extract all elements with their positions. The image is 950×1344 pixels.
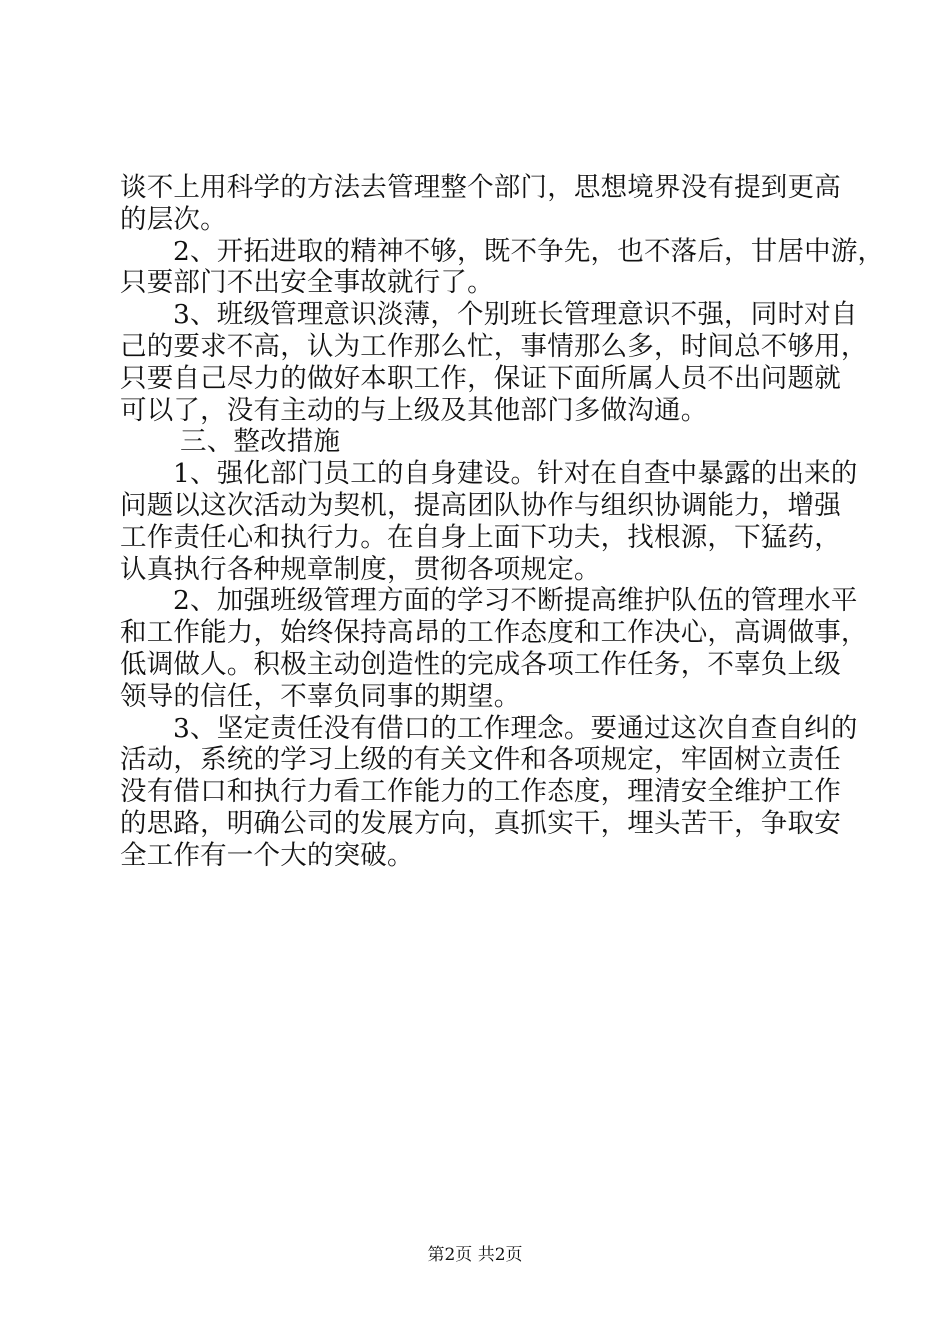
list-item-line: 1、强化部门员工的自身建设。针对在自查中暴露的出来的 (173, 458, 858, 490)
body-line: 认真执行各种规章制度，贯彻各项规定。 (120, 553, 601, 585)
section-heading: 三、整改措施 (180, 426, 341, 458)
body-line: 没有借口和执行力看工作能力的工作态度，理清安全维护工作 (120, 776, 841, 808)
list-item-line: 2、加强班级管理方面的学习不断提高维护队伍的管理水平 (173, 585, 858, 617)
body-line: 的层次。 (120, 203, 227, 235)
list-item-line: 2、开拓进取的精神不够，既不争先，也不落后，甘居中游， (173, 235, 885, 267)
document-body (120, 172, 885, 872)
body-line: 全工作有一个大的突破。 (120, 839, 414, 871)
body-line: 的思路，明确公司的发展方向，真抓实干，埋头苦干，争取安 (120, 807, 841, 839)
body-line: 领导的信任，不辜负同事的期望。 (120, 680, 521, 712)
body-line: 低调做人。积极主动创造性的完成各项工作任务，不辜负上级 (120, 648, 841, 680)
body-line: 只要部门不出安全事故就行了。 (120, 267, 494, 299)
list-item-line: 3、班级管理意识淡薄，个别班长管理意识不强，同时对自 (173, 299, 858, 331)
body-line: 谈不上用科学的方法去管理整个部门，思想境界没有提到更高 (120, 172, 841, 203)
body-line: 工作责任心和执行力。在自身上面下功夫，找根源，下猛药， (120, 521, 841, 553)
body-line: 问题以这次活动为契机，提高团队协作与组织协调能力，增强 (120, 489, 841, 521)
body-line: 只要自己尽力的做好本职工作，保证下面所属人员不出问题就 (120, 362, 841, 394)
body-line: 己的要求不高，认为工作那么忙，事情那么多，时间总不够用， (120, 330, 868, 362)
body-line: 活动，系统的学习上级的有关文件和各项规定，牢固树立责任 (120, 744, 841, 776)
list-item-line: 3、坚定责任没有借口的工作理念。要通过这次自查自纠的 (173, 712, 858, 744)
body-line: 和工作能力，始终保持高昂的工作态度和工作决心，高调做事， (120, 617, 868, 649)
page-number: 第2页 共2页 (427, 1245, 523, 1265)
body-line: 可以了，没有主动的与上级及其他部门多做沟通。 (120, 394, 708, 426)
